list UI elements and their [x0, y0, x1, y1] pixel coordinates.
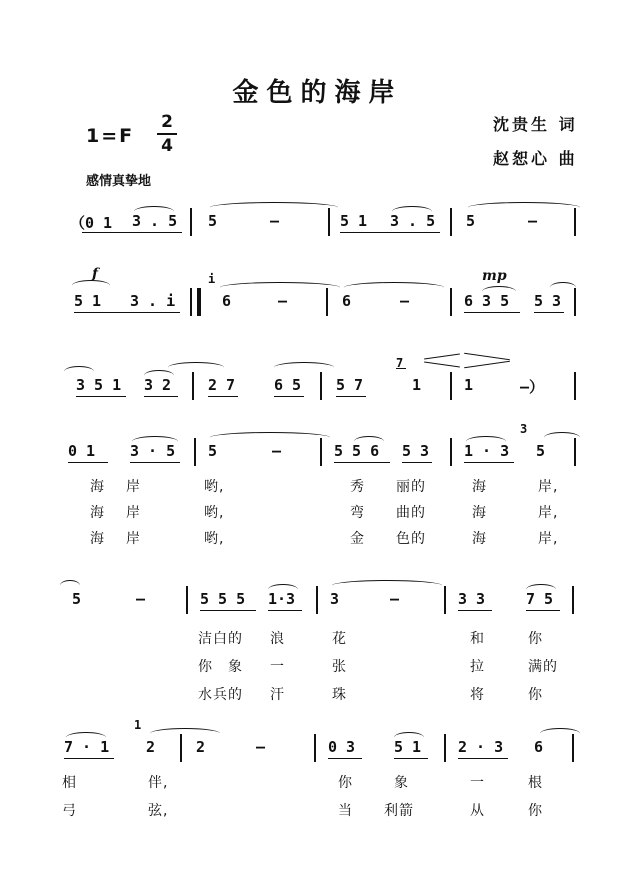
- barline: [572, 734, 574, 762]
- lyric: 海: [472, 531, 487, 547]
- note-group: 3 · 5: [130, 442, 176, 460]
- lyric: 岸,: [538, 531, 559, 547]
- note-group: 5 1: [74, 292, 102, 310]
- note-group: 3 5 1: [76, 376, 122, 394]
- note-group: 6: [534, 738, 544, 756]
- lyric: 你: [338, 775, 353, 791]
- lyric: 一: [270, 659, 285, 675]
- lyric: 色的: [396, 531, 426, 547]
- lyric: 水兵的: [198, 687, 243, 703]
- tie: [468, 202, 580, 213]
- barline: [192, 372, 194, 400]
- beam-underline: [340, 232, 440, 233]
- note-group: —: [270, 212, 280, 230]
- note-group: 1: [464, 376, 474, 394]
- lyric: 一: [470, 775, 485, 791]
- lyric: 汗: [270, 687, 285, 703]
- note-group: 2: [146, 738, 156, 756]
- slur: [394, 732, 424, 743]
- note-group: 5 1: [340, 212, 368, 230]
- note-group: 1: [412, 376, 422, 394]
- lyric: 海: [90, 531, 105, 547]
- slur: [268, 584, 298, 595]
- beam-underline: [464, 312, 520, 313]
- barline: [186, 586, 188, 614]
- barline: [574, 372, 576, 400]
- lyric: 将: [470, 687, 485, 703]
- note-group: 6 5: [274, 376, 302, 394]
- lyric: 利箭: [384, 803, 414, 819]
- barline: [320, 438, 322, 466]
- note-group: —: [136, 590, 146, 608]
- lyric: 张: [332, 659, 347, 675]
- lyric: 你: [198, 659, 213, 675]
- lyric: 金: [350, 531, 365, 547]
- tie: [550, 282, 576, 293]
- beam-underline: [274, 396, 304, 397]
- lyricist-credit: 沈贵生 词: [493, 115, 578, 134]
- barline: [450, 438, 452, 466]
- decrescendo-hairpin: [464, 361, 510, 368]
- beam-underline: [130, 462, 180, 463]
- lyric: 岸: [126, 505, 141, 521]
- barline: [450, 372, 452, 400]
- note-group: 5: [208, 442, 218, 460]
- beam-underline: [334, 462, 390, 463]
- crescendo-hairpin: [424, 353, 460, 359]
- note-group: —）: [520, 378, 545, 396]
- lyric: 相: [62, 775, 77, 791]
- barline: [572, 586, 574, 614]
- lyric: 和: [470, 631, 485, 647]
- composer-credit: 赵恕心 曲: [493, 149, 578, 168]
- beam-underline: [396, 368, 406, 369]
- note-group: 5: [208, 212, 218, 230]
- lyric: 海: [472, 479, 487, 495]
- grace-note: 3: [520, 422, 528, 436]
- time-signature-bottom: 4: [161, 136, 173, 156]
- beam-underline: [208, 396, 238, 397]
- slur: [132, 436, 178, 447]
- beam-underline: [64, 758, 114, 759]
- note-group: —: [272, 442, 282, 460]
- slur: [526, 584, 556, 595]
- note-group: 7 5: [526, 590, 554, 608]
- dynamic-forte: f: [92, 266, 99, 282]
- note-group: 5 3: [534, 292, 562, 310]
- barline: [450, 208, 452, 236]
- grace-note: 1: [134, 718, 142, 732]
- tie: [344, 282, 444, 293]
- beam-underline: [328, 758, 362, 759]
- barline: [450, 288, 452, 316]
- lyric: 象: [228, 659, 243, 675]
- barline: [180, 734, 182, 762]
- tie: [210, 202, 338, 213]
- beam-underline: [336, 396, 366, 397]
- barline: [328, 208, 330, 236]
- note-group: 2 7: [208, 376, 236, 394]
- beam-underline: [200, 610, 256, 611]
- lyric: 弯: [350, 505, 365, 521]
- lyric: 曲的: [396, 505, 426, 521]
- note-group: 5: [72, 590, 82, 608]
- barline: [574, 438, 576, 466]
- slur: [168, 362, 224, 373]
- slur: [354, 436, 384, 447]
- beam-underline: [458, 758, 508, 759]
- repeat-start-barline: [190, 288, 201, 316]
- barline: [314, 734, 316, 762]
- beam-underline: [76, 396, 126, 397]
- lyric: 弓: [62, 803, 77, 819]
- lyric: 丽的: [396, 479, 426, 495]
- slur: [482, 286, 516, 297]
- note-group: 2 · 3: [458, 738, 504, 756]
- barline: [190, 208, 192, 236]
- note-group: 5 5 6: [334, 442, 380, 460]
- note-group: —: [256, 738, 266, 756]
- beam-underline: [394, 758, 428, 759]
- lyric: 海: [90, 505, 105, 521]
- crescendo-hairpin: [424, 361, 460, 367]
- slur: [72, 280, 110, 291]
- lyric: 花: [332, 631, 347, 647]
- beam-underline: [68, 462, 108, 463]
- lyric: 拉: [470, 659, 485, 675]
- lyric: 哟,: [204, 505, 225, 521]
- beam-underline: [268, 610, 302, 611]
- note-group: 1·3: [268, 590, 296, 608]
- lyric: 从: [470, 803, 485, 819]
- barline: [444, 586, 446, 614]
- lyric: 满的: [528, 659, 558, 675]
- note-group: 3 . 5: [390, 212, 436, 230]
- key-signature: 1=F: [86, 125, 135, 147]
- note-group: 7 · 1: [64, 738, 110, 756]
- lyric: 你: [528, 803, 543, 819]
- lyric: 你: [528, 631, 543, 647]
- tie: [332, 580, 442, 591]
- beam-underline: [144, 396, 178, 397]
- note-group: 3 2: [144, 376, 172, 394]
- time-signature: [157, 112, 177, 156]
- beam-underline: [526, 610, 560, 611]
- tie: [150, 728, 220, 739]
- barline: [574, 288, 576, 316]
- tie: [220, 282, 340, 293]
- lyric: 弦,: [148, 803, 169, 819]
- tie: [210, 432, 330, 443]
- lyric: 海: [90, 479, 105, 495]
- barline: [320, 372, 322, 400]
- note-group: 5 7: [336, 376, 364, 394]
- note-group: 5 5 5: [200, 590, 246, 608]
- lyric: 你: [528, 687, 543, 703]
- note-group: 3: [330, 590, 340, 608]
- note-group: 2: [196, 738, 206, 756]
- grace-note: 7: [396, 356, 404, 370]
- lyric: 秀: [350, 479, 365, 495]
- lyric: 岸,: [538, 479, 559, 495]
- slur: [392, 206, 432, 217]
- lyric: 岸: [126, 531, 141, 547]
- note-group: 5: [466, 212, 476, 230]
- beam-underline: [464, 462, 514, 463]
- note-group: 3 . 5: [132, 212, 178, 230]
- note-group: 5 3: [402, 442, 430, 460]
- lyric: 浪: [270, 631, 285, 647]
- slur: [66, 732, 106, 743]
- lyric: 伴,: [148, 775, 169, 791]
- decrescendo-hairpin: [464, 353, 510, 360]
- lyric: 洁白的: [198, 631, 243, 647]
- note-group: —: [390, 590, 400, 608]
- beam-underline: [402, 462, 432, 463]
- note-group: 1 · 3: [464, 442, 510, 460]
- lyric: 珠: [332, 687, 347, 703]
- lyric: 哟,: [204, 479, 225, 495]
- note-group: 0 1: [68, 442, 96, 460]
- barline: [444, 734, 446, 762]
- lyric: 根: [528, 775, 543, 791]
- barline: [574, 208, 576, 236]
- song-title: 金色的海岸: [232, 78, 403, 108]
- dynamic-mezzo-piano: mp: [482, 268, 507, 284]
- slur: [134, 206, 174, 217]
- note-group: 0 3: [328, 738, 356, 756]
- slur: [466, 436, 506, 447]
- note-group: —: [278, 292, 288, 310]
- tempo-marking: 感情真挚地: [86, 174, 152, 189]
- note-group: —: [400, 292, 410, 310]
- lyric: 当: [338, 803, 353, 819]
- grace-note: i: [208, 272, 216, 286]
- lyric: 象: [394, 775, 409, 791]
- time-signature-top: 2: [161, 112, 173, 132]
- barline: [316, 586, 318, 614]
- beam-underline: [74, 312, 180, 313]
- beam-underline: [82, 232, 182, 233]
- note-group: 6: [222, 292, 232, 310]
- beam-underline: [534, 312, 564, 313]
- lyric: 岸,: [538, 505, 559, 521]
- note-group: 3 3: [458, 590, 486, 608]
- lyric: 哟,: [204, 531, 225, 547]
- barline: [326, 288, 328, 316]
- note-group: 5: [536, 442, 546, 460]
- note-group: 5 1: [394, 738, 422, 756]
- note-group: 3 . i: [130, 292, 176, 310]
- lyric: 岸: [126, 479, 141, 495]
- note-group: 6: [342, 292, 352, 310]
- note-group: （0 1: [70, 214, 113, 232]
- barline: [194, 438, 196, 466]
- beam-underline: [458, 610, 492, 611]
- slur: [274, 362, 334, 373]
- note-group: 6 3 5: [464, 292, 510, 310]
- tie: [540, 728, 580, 739]
- lyric: 海: [472, 505, 487, 521]
- note-group: —: [528, 212, 538, 230]
